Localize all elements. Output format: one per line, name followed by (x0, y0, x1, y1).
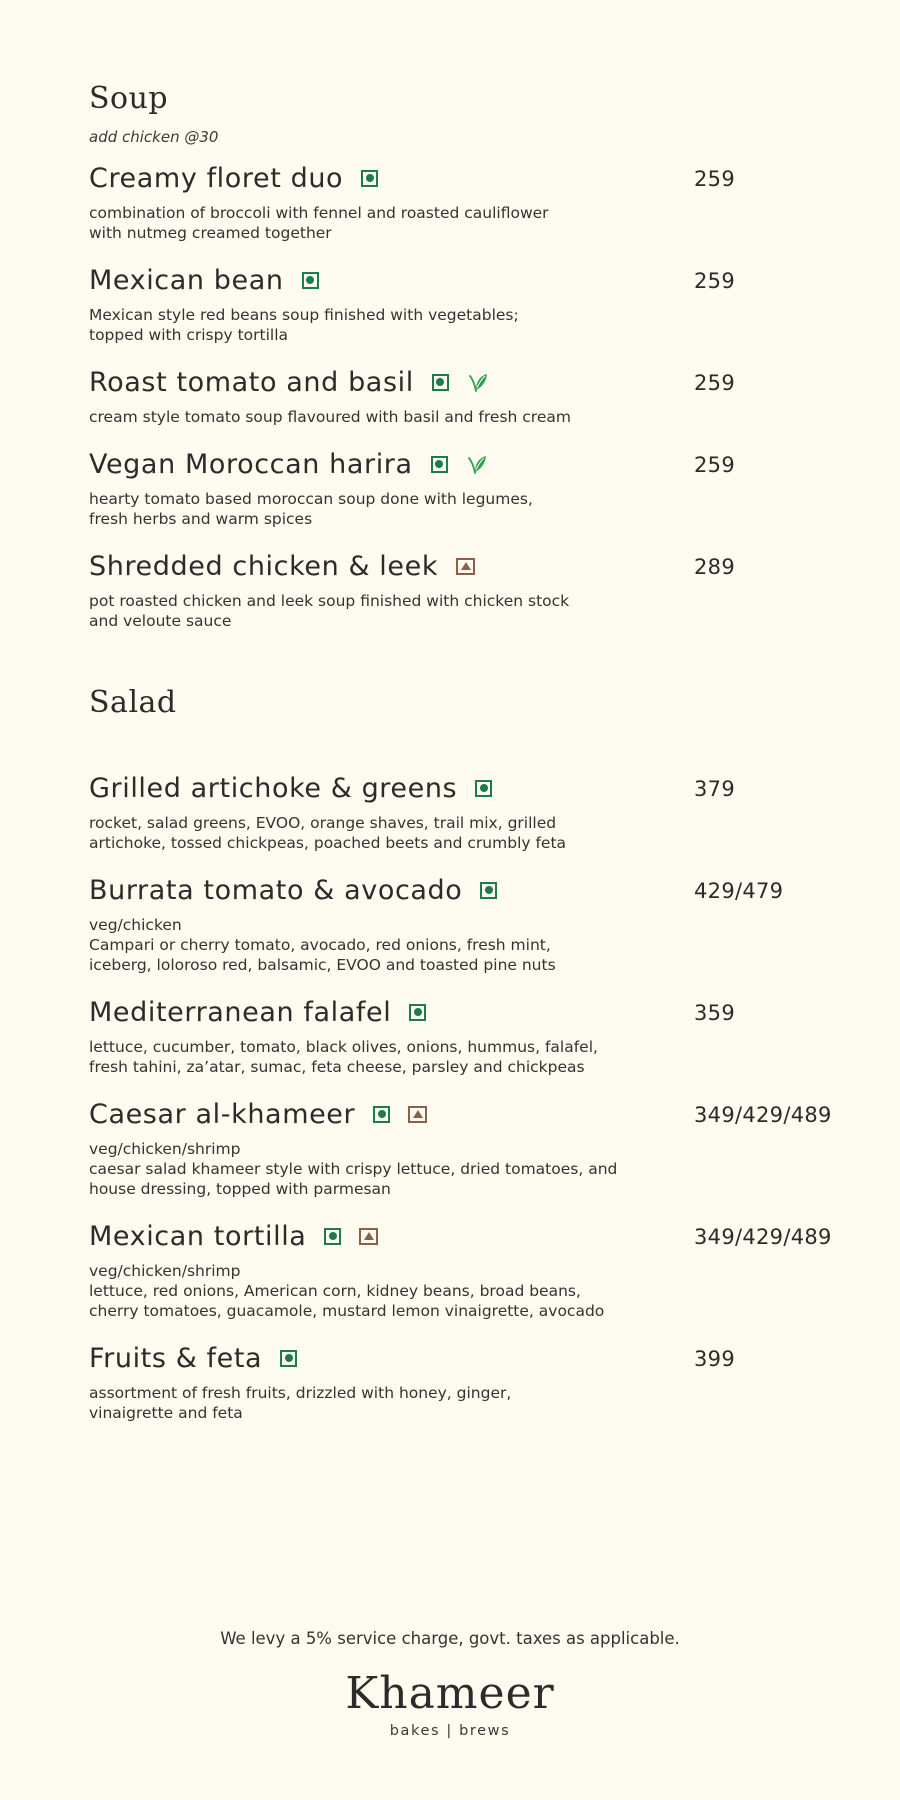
item-header (89, 365, 849, 399)
description-line: topped with crispy tortilla (89, 326, 288, 344)
description-line: and veloute sauce (89, 612, 232, 630)
description-line: vinaigrette and feta (89, 1404, 243, 1422)
diet-badges (373, 1106, 427, 1123)
item-price: 259 (694, 167, 735, 191)
description-line: with nutmeg creamed together (89, 224, 332, 242)
non-veg-icon (456, 558, 475, 575)
menu-item (89, 995, 849, 1077)
non-veg-icon (359, 1228, 378, 1245)
item-name: Burrata tomato & avocado (89, 874, 463, 906)
brand-logo (0, 1668, 900, 1739)
diet-badges (456, 558, 475, 575)
soup-section (89, 81, 849, 630)
item-description (89, 203, 609, 243)
item-description (89, 489, 609, 529)
description-line: caesar salad khameer style with crispy lettuce, dried tomatoes, and (89, 1160, 618, 1178)
diet-badges (409, 1004, 426, 1021)
item-description (89, 813, 609, 853)
menu-item (89, 447, 849, 529)
service-charge-note: We levy a 5% service charge, govt. taxes as applicable. (220, 1629, 680, 1648)
item-header (89, 1341, 849, 1375)
description-line: assortment of fresh fruits, drizzled with honey, ginger, (89, 1384, 512, 1402)
diet-badges (302, 272, 319, 289)
menu-item (89, 1341, 849, 1423)
diet-badges (480, 882, 497, 899)
menu-item (89, 263, 849, 345)
veg-icon (432, 374, 449, 391)
description-line: fresh tahini, za’atar, sumac, feta cheese, parsley and chickpeas (89, 1058, 585, 1076)
brand-tagline: bakes | brews (389, 1723, 511, 1739)
veg-icon (324, 1228, 341, 1245)
item-description (89, 1139, 618, 1199)
item-description (89, 1037, 609, 1077)
description-line: combination of broccoli with fennel and roasted cauliflower (89, 204, 549, 222)
description-line: fresh herbs and warm spices (89, 510, 313, 528)
item-price: 259 (694, 371, 735, 395)
salad-section (89, 685, 849, 1422)
section-title-soup: Soup (89, 81, 169, 116)
menu-item (89, 1097, 849, 1199)
description-line: lettuce, red onions, American corn, kidney beans, broad beans, (89, 1282, 581, 1300)
description-line: iceberg, loloroso red, balsamic, EVOO and toasted pine nuts (89, 956, 556, 974)
item-description (89, 407, 609, 427)
description-line: veg/chicken/shrimp (89, 1262, 241, 1280)
item-header (89, 263, 849, 297)
item-name: Creamy floret duo (89, 162, 344, 194)
description-line: veg/chicken/shrimp (89, 1140, 241, 1158)
menu-item (89, 549, 849, 631)
item-name: Shredded chicken & leek (89, 550, 439, 582)
vegan-leaf-icon (466, 453, 488, 475)
veg-icon (361, 170, 378, 187)
menu-item (89, 771, 849, 853)
item-name: Fruits & feta (89, 1342, 263, 1374)
item-price: 259 (694, 269, 735, 293)
item-price: 399 (694, 1347, 735, 1371)
non-veg-icon (408, 1106, 427, 1123)
item-header (89, 161, 849, 195)
item-header (89, 771, 849, 805)
item-name: Roast tomato and basil (89, 366, 414, 398)
description-line: cream style tomato soup flavoured with basil and fresh cream (89, 408, 571, 426)
veg-icon (373, 1106, 390, 1123)
veg-icon (280, 1350, 297, 1367)
item-price: 349/429/489 (694, 1103, 832, 1127)
item-description (89, 915, 609, 975)
veg-icon (475, 780, 492, 797)
description-line: rocket, salad greens, EVOO, orange shaves, trail mix, grilled (89, 814, 557, 832)
diet-badges (431, 453, 488, 475)
diet-badges (475, 780, 492, 797)
item-header (89, 447, 849, 481)
diet-badges (280, 1350, 297, 1367)
description-line: pot roasted chicken and leek soup finished with chicken stock (89, 592, 570, 610)
item-description (89, 305, 609, 345)
item-description (89, 591, 609, 631)
item-name: Grilled artichoke & greens (89, 772, 458, 804)
veg-icon (431, 456, 448, 473)
item-description (89, 1383, 609, 1423)
diet-badges (361, 170, 378, 187)
description-line: lettuce, cucumber, tomato, black olives, onions, hummus, falafel, (89, 1038, 598, 1056)
description-line: house dressing, topped with parmesan (89, 1180, 391, 1198)
description-line: Mexican style red beans soup finished with vegetables; (89, 306, 519, 324)
section-title-salad: Salad (89, 685, 177, 720)
description-line: cherry tomatoes, guacamole, mustard lemon vinaigrette, avocado (89, 1302, 605, 1320)
item-price: 349/429/489 (694, 1225, 832, 1249)
veg-icon (409, 1004, 426, 1021)
description-line: veg/chicken (89, 916, 182, 934)
item-description (89, 1261, 609, 1321)
item-name: Mediterranean falafel (89, 996, 392, 1028)
description-line: artichoke, tossed chickpeas, poached beets and crumbly feta (89, 834, 567, 852)
item-header (89, 995, 849, 1029)
veg-icon (302, 272, 319, 289)
description-line: Campari or cherry tomato, avocado, red onions, fresh mint, (89, 936, 551, 954)
item-name: Mexican bean (89, 264, 284, 296)
veg-icon (480, 882, 497, 899)
menu-item (89, 161, 849, 243)
item-price: 429/479 (694, 879, 784, 903)
diet-badges (432, 371, 489, 393)
menu-item (89, 365, 849, 427)
item-header (89, 549, 849, 583)
soup-note: add chicken @30 (89, 128, 219, 146)
item-price: 379 (694, 777, 735, 801)
item-price: 359 (694, 1001, 735, 1025)
vegan-leaf-icon (467, 371, 489, 393)
item-name: Caesar al-khameer (89, 1098, 356, 1130)
menu-item (89, 1219, 849, 1321)
item-name: Vegan Moroccan harira (89, 448, 413, 480)
diet-badges (324, 1228, 378, 1245)
menu-item (89, 873, 849, 975)
item-price: 259 (694, 453, 735, 477)
item-price: 289 (694, 555, 735, 579)
item-name: Mexican tortilla (89, 1220, 307, 1252)
description-line: hearty tomato based moroccan soup done with legumes, (89, 490, 533, 508)
brand-name: Khameer (345, 1668, 555, 1719)
